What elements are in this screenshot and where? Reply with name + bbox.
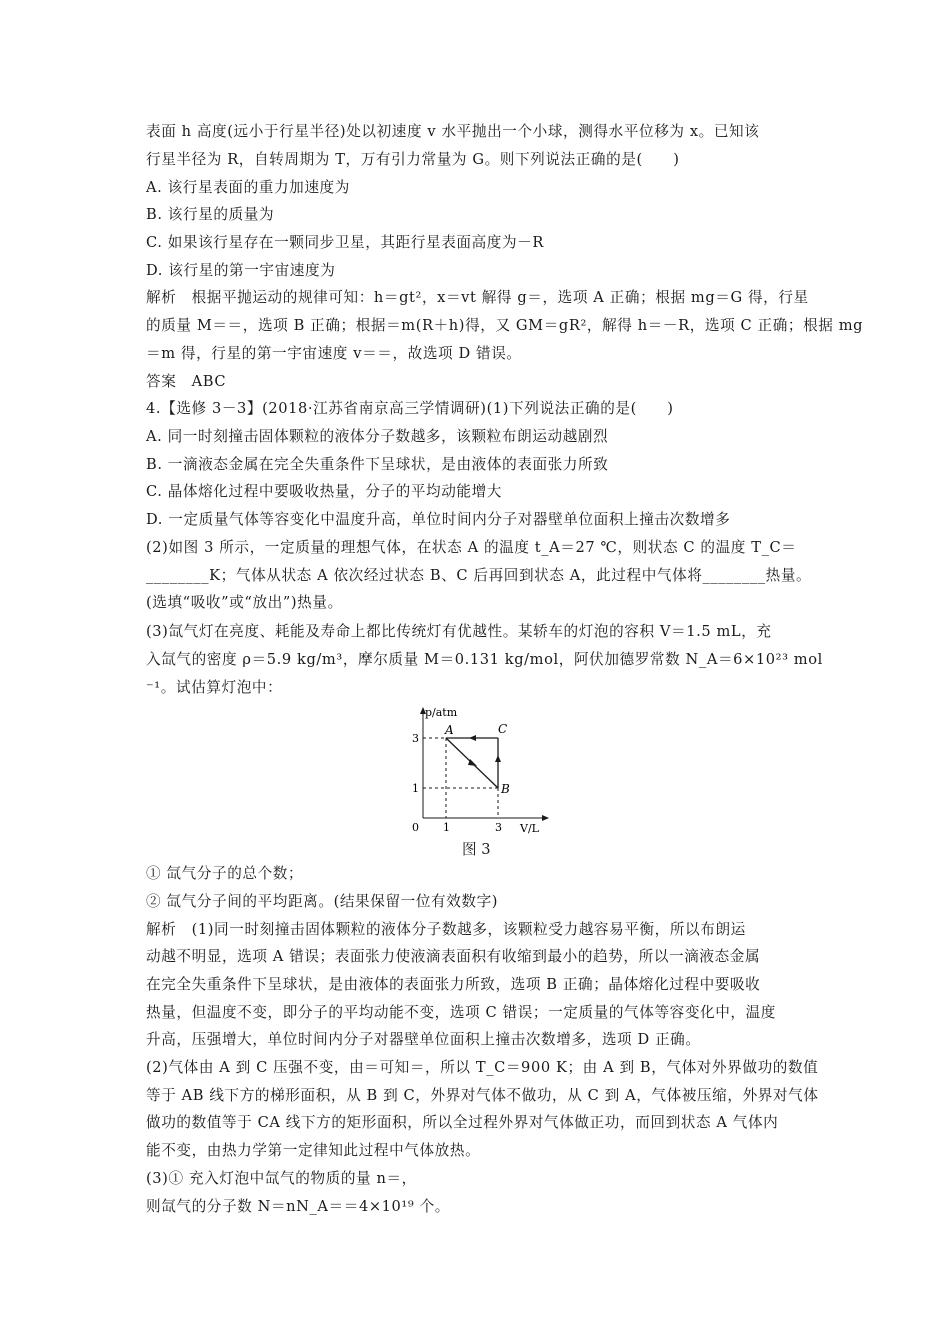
option-b: B. 该行星的质量为 xyxy=(146,206,275,223)
answer-line: 答案 ABC xyxy=(146,373,227,390)
analysis-line: 做功的数值等于 CA 线下方的矩形面积，所以全过程外界对气体做正功，而回到状态 A 气体内 xyxy=(146,1114,779,1131)
text-line: (3)氙气灯在亮度、耗能及寿命上都比传统灯有优越性。某轿车的灯泡的容积 V＝1.5 mL，充 xyxy=(146,623,772,640)
analysis-line: 在完全失重条件下呈球状，是由液体的表面张力所致，选项 B 正确；晶体熔化过程中要吸收 xyxy=(146,976,761,993)
text-line: (选填“吸收”或“放出”)热量。 xyxy=(146,594,343,611)
list-item: ① 氙气分子的总个数； xyxy=(146,865,304,882)
option-b: B. 一滴液态金属在完全失重条件下呈球状，是由液体的表面张力所致 xyxy=(146,456,609,473)
analysis-line: (2)气体由 A 到 C 压强不变，由＝可知＝，所以 T_C＝900 K；由 A 到 B，气体对外界做功的数值 xyxy=(146,1059,819,1076)
point-b-label: B xyxy=(501,782,510,796)
y-axis-label: p/atm xyxy=(425,706,458,719)
text-line: 表面 h 高度(远小于行星半径)处以初速度 v 水平抛出一个小球，测得水平位移为 x。已知该 xyxy=(146,123,760,140)
analysis-line: 解析 根据平抛运动的规律可知：h＝gt²，x＝vt 解得 g＝，选项 A 正确；根据 mg＝G 得，行星 xyxy=(146,289,809,306)
option-c: C. 如果该行星存在一颗同步卫星，其距行星表面高度为－R xyxy=(146,234,544,251)
figure-caption: 图 3 xyxy=(462,841,491,858)
x-tick-1: 1 xyxy=(443,821,450,834)
analysis-line: 能不变，由热力学第一定律知此过程中气体放热。 xyxy=(146,1142,481,1159)
x-axis-label: V/L xyxy=(520,822,539,835)
arrow-c-to-a xyxy=(469,735,476,741)
analysis-line: 动越不明显，选项 A 错误；表面张力使液滴表面积有收缩到最小的趋势，所以一滴液态金属 xyxy=(146,948,761,965)
x-tick-3: 3 xyxy=(495,821,502,834)
point-a-label: A xyxy=(445,723,454,737)
analysis-line: 解析 (1)同一时刻撞击固体颗粒的液体分子数越多，该颗粒受力越容易平衡，所以布朗运 xyxy=(146,921,746,938)
question-title: 4.【选修 3－3】(2018·江苏省南京高三学情调研)(1)下列说法正确的是( ) xyxy=(146,400,674,417)
analysis-line: ＝m 得，行星的第一宇宙速度 v＝＝，故选项 D 错误。 xyxy=(146,345,522,362)
arrow-b-to-c xyxy=(495,755,501,762)
option-a: A. 同一时刻撞击固体颗粒的液体分子数越多，该颗粒布朗运动越剧烈 xyxy=(146,428,609,445)
origin-label: 0 xyxy=(412,821,419,834)
pv-diagram-svg xyxy=(398,700,558,840)
text-line: ________K；气体从状态 A 依次经过状态 B、C 后再回到状态 A，此过程中气体将________热量。 xyxy=(146,567,812,584)
pv-diagram xyxy=(398,700,558,840)
analysis-line: 等于 AB 线下方的梯形面积，从 B 到 C，外界对气体不做功，从 C 到 A，气体被压缩，外界对气体 xyxy=(146,1087,819,1104)
text-line: 入氙气的密度 ρ＝5.9 kg/m³，摩尔质量 M＝0.131 kg/mol，阿伏加德罗常数 N_A＝6×10²³ mol xyxy=(146,651,823,668)
option-d: D. 该行星的第一宇宙速度为 xyxy=(146,262,336,279)
text-line: ⁻¹。试估算灯泡中： xyxy=(146,679,283,696)
option-d: D. 一定质量气体等容变化中温度升高，单位时间内分子对器壁单位面积上撞击次数增多 xyxy=(146,511,731,528)
text-line: (2)如图 3 所示，一定质量的理想气体，在状态 A 的温度 t_A＝27 ℃，则状态 C 的温度 T_C＝ xyxy=(146,539,797,556)
analysis-line: 升高，压强增大，单位时间内分子对器壁单位面积上撞击次数增多，选项 D 正确。 xyxy=(146,1031,701,1048)
text-line: 行星半径为 R，自转周期为 T，万有引力常量为 G。则下列说法正确的是( ) xyxy=(146,151,680,168)
analysis-line: 则氙气的分子数 N＝nN_A＝＝4×10¹⁹ 个。 xyxy=(146,1198,450,1215)
analysis-line: 热量，但温度不变，即分子的平均动能不变，选项 C 错误；一定质量的气体等容变化中，温度 xyxy=(146,1004,776,1021)
y-tick-3: 3 xyxy=(412,732,419,745)
analysis-line: (3)① 充入灯泡中氙气的物质的量 n＝， xyxy=(146,1170,417,1187)
point-c-label: C xyxy=(498,722,508,736)
option-c: C. 晶体熔化过程中要吸收热量，分子的平均动能增大 xyxy=(146,483,502,500)
list-item: ② 氙气分子间的平均距离。(结果保留一位有效数字) xyxy=(146,893,499,910)
option-a: A. 该行星表面的重力加速度为 xyxy=(146,179,350,196)
analysis-line: 的质量 M＝＝，选项 B 正确；根据＝m(R＋h)得，又 GM＝gR²，解得 h＝－R，选项 C 正确；根据 mg xyxy=(146,317,864,334)
y-tick-1: 1 xyxy=(412,782,419,795)
